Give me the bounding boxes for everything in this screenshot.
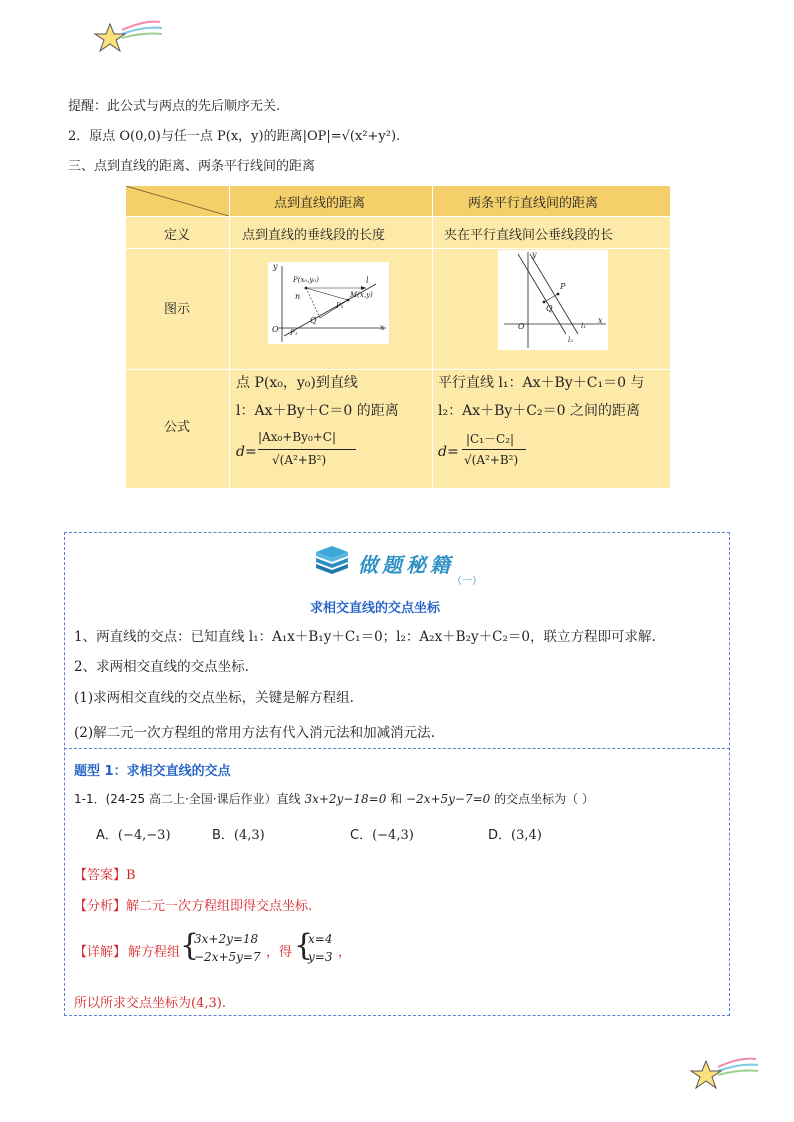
- system2-brace: {: [294, 928, 314, 963]
- formula2-d: d=: [438, 444, 459, 460]
- formula1-line1: 点 P(x₀，y₀)到直线: [236, 375, 358, 391]
- item-2-text: 2．原点 O(0,0)与任一点 P(x，y)的距离|OP|=√(x²+y²).: [68, 129, 401, 144]
- box-paragraph-4: (2)解二元一次方程组的常用方法有代入消元法和加减消元法.: [74, 725, 435, 741]
- option-b[interactable]: [212, 824, 265, 843]
- row-def-col2: 夹在平行直线间公垂线段的长: [444, 228, 614, 243]
- box-separator: [64, 748, 730, 749]
- option-d-value: (3,4): [511, 828, 542, 843]
- option-b-key: B．: [212, 828, 234, 843]
- star-decoration-icon: [688, 1055, 760, 1095]
- system1-eq-2: −2x+5y=7: [194, 950, 261, 964]
- formula1-d: d=: [236, 444, 257, 460]
- system2-eq-1: x=4: [308, 932, 333, 946]
- formula1-line2: l：Ax＋By＋C＝0 的距离: [236, 403, 399, 419]
- question-prefix: 1-1．(24-25 高二上·全国·课后作业）直线: [74, 792, 301, 806]
- fig2-point-q-label: Q: [546, 304, 553, 313]
- formula1-numerator: |Ax₀+By₀+C|: [258, 430, 337, 444]
- answer-value: B: [126, 868, 136, 883]
- analysis-line: [74, 895, 312, 914]
- formula2-line2: l₂：Ax＋By＋C₂＝0 之间的距离: [438, 403, 640, 419]
- col1-header: 点到直线的距离: [274, 196, 366, 211]
- fig1-x-label: x: [380, 323, 385, 332]
- banner-title: 做题秘籍: [358, 553, 454, 577]
- row-def-col1: 点到直线的垂线段的长度: [242, 228, 386, 243]
- fig2-l2-label: l₂: [568, 336, 574, 344]
- box-paragraph-3: (1)求两相交直线的交点坐标，关键是解方程组.: [74, 690, 354, 706]
- question-connector: 和: [390, 792, 403, 806]
- question-suffix: 的交点坐标为（ ）: [494, 792, 594, 806]
- fig1-q-label: Q: [310, 316, 317, 325]
- option-c-value: (−4,3): [372, 828, 414, 843]
- fig2-origin-label: O: [518, 322, 525, 331]
- fig1-origin-label: O: [272, 325, 279, 334]
- fig1-y-label: y: [273, 262, 278, 271]
- option-d-key: D．: [488, 828, 512, 843]
- detail-tag: 【详解】: [74, 945, 127, 960]
- box-paragraph-2: 2、求两相交直线的交点坐标.: [74, 659, 249, 675]
- tip-text: 提醒：此公式与两点的先后顺序无关.: [68, 99, 281, 114]
- formula2-fraction-bar: [462, 449, 526, 450]
- fig1-p1-label: P₁: [290, 329, 298, 337]
- col2-header: 两条平行直线间的距离: [468, 196, 599, 211]
- distance-table: [126, 186, 670, 488]
- fig1-point-m-label: M(x,y): [350, 291, 373, 299]
- section-3-heading: 三、点到直线的距离、两条平行线间的距离: [68, 159, 316, 174]
- system1-eq-1: 3x+2y=18: [194, 932, 259, 946]
- fig1-n-label: n: [295, 292, 301, 301]
- fig2-l1-label: l₁: [581, 322, 587, 330]
- formula2-line1: 平行直线 l₁：Ax＋By＋C₁＝0 与: [438, 375, 645, 391]
- formula1-fraction-bar: [258, 449, 356, 450]
- fig2-y-label: y: [532, 250, 537, 259]
- system2-eq-2: y=3: [308, 950, 333, 964]
- row-fig-label: 图示: [164, 302, 191, 317]
- conclusion-line: 所以所求交点坐标为(4,3).: [74, 996, 226, 1011]
- option-a[interactable]: [96, 824, 171, 843]
- fig2-point-p-label: P: [560, 282, 566, 291]
- analysis-text: 解二元一次方程组即得交点坐标.: [126, 899, 313, 914]
- box-paragraph-1: 1、两直线的交点：已知直线 l₁：A₁x＋B₁y＋C₁＝0；l₂：A₂x＋B₂y＋C₂＝0，联立方程即可求解.: [74, 629, 656, 645]
- answer-tag: 【答案】: [74, 868, 127, 883]
- question-equation-2: −2x+5y−7=0: [406, 792, 491, 806]
- question-1-1: [74, 790, 594, 807]
- answer-line: [74, 864, 136, 883]
- option-b-value: (4,3): [233, 828, 265, 843]
- box-heading: 求相交直线的交点坐标: [310, 601, 441, 616]
- question-equation-1: 3x+2y−18=0: [304, 792, 387, 806]
- point-line-figure: [268, 262, 389, 344]
- book-stack-icon: [312, 544, 352, 578]
- row-def-label: 定义: [164, 228, 191, 243]
- detail-middle: ，得: [266, 945, 293, 960]
- formula2-numerator: |C₁－C₂|: [466, 432, 515, 446]
- star-decoration-icon: [92, 18, 164, 58]
- fig2-x-label: x: [598, 316, 603, 325]
- topic-heading: 题型 1：求相交直线的交点: [74, 764, 231, 779]
- option-c[interactable]: [350, 824, 414, 843]
- parallel-lines-figure: [498, 250, 608, 350]
- banner-subtitle: （一）: [452, 576, 482, 587]
- detail-end: ，: [338, 945, 352, 960]
- system1-brace: {: [180, 928, 200, 963]
- formula1-denominator: √(A²+B²): [272, 453, 327, 467]
- fig1-point-p-label: P(x₀,y₀): [293, 276, 319, 284]
- analysis-tag: 【分析】: [74, 899, 127, 914]
- option-c-key: C．: [350, 828, 373, 843]
- option-d[interactable]: [488, 824, 542, 843]
- option-a-key: A．: [96, 828, 118, 843]
- fig1-line-l-label: l: [366, 276, 369, 285]
- formula2-denominator: √(A²+B²): [464, 453, 519, 467]
- detail-prefix: 解方程组: [128, 945, 181, 960]
- row-formula-label: 公式: [164, 420, 191, 435]
- option-a-value: (−4,−3): [117, 828, 171, 843]
- fig1-p2-label: P₂: [336, 302, 344, 310]
- header-diagonal: [126, 186, 229, 216]
